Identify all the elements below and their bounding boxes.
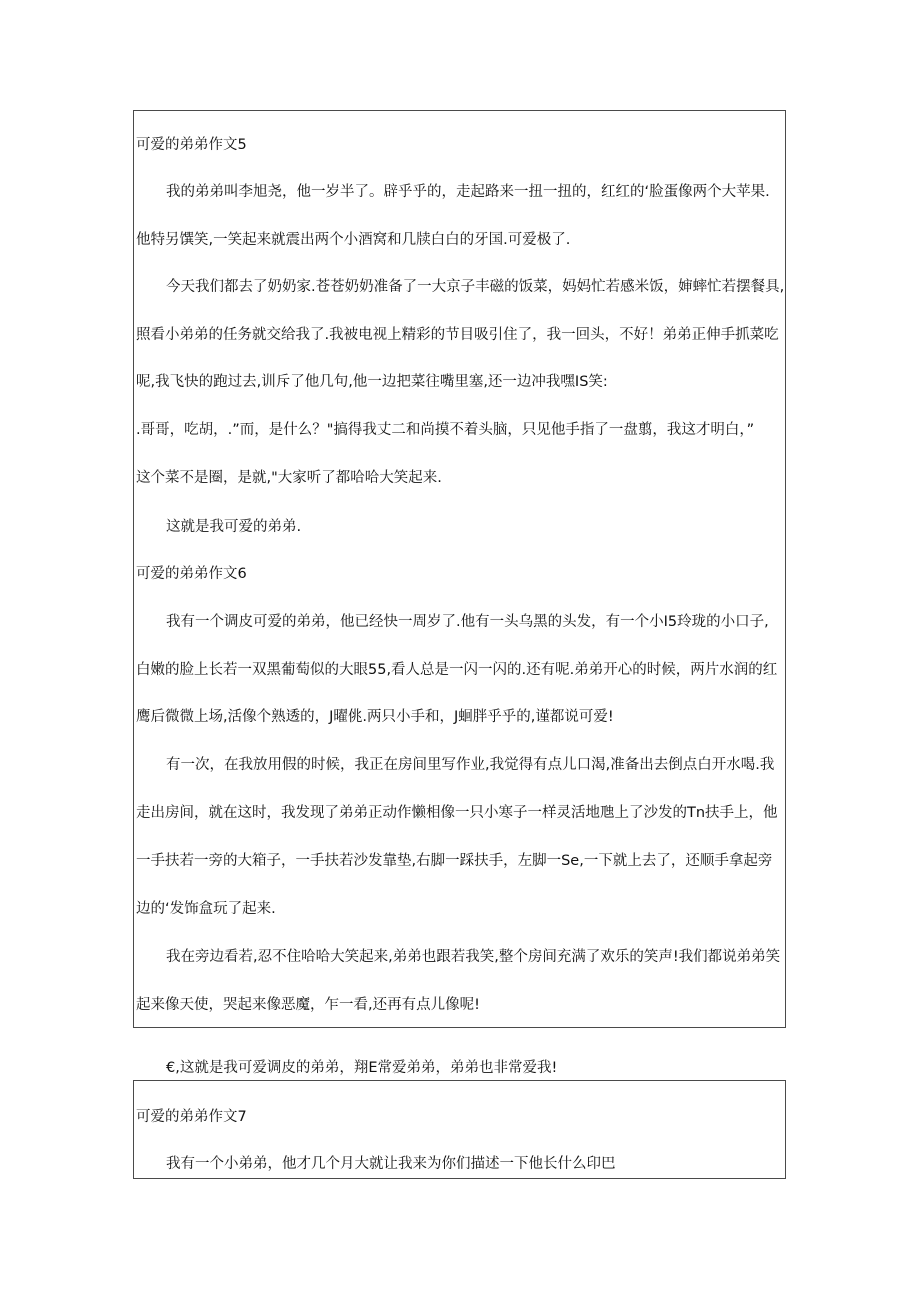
section-5-paragraph-3: 这就是我可爱的弟弟. <box>166 519 302 535</box>
essay-frame-bottom <box>133 1080 786 1179</box>
section-6-paragraph-3-line-1: 我在旁边看若,忍不住哈哈大笑起来,弟弟也跟若我笑,整个房间充满了欢乐的笑声!我们都说弟弟笑 <box>166 949 781 965</box>
section-6-paragraph-1-line-3: 鹰后微微上场,活像个熟透的，J曜佻.两只小手和，J蛔胖乎乎的,谨都说可爱! <box>136 709 614 725</box>
section-7-paragraph-1-line-1: 我有一个小弟弟，他才几个月大就让我来为你们描述一下他长什么印巴 <box>166 1156 616 1172</box>
section-6-paragraph-3-line-2: 起来像天使，哭起来像恶魔，乍一看,还再有点儿像呢! <box>136 997 480 1013</box>
essay-frame-top <box>133 110 786 1028</box>
section-6-paragraph-2-line-2: 走出房间，就在这时，我发现了弟弟正动作懒相像一只小寒子一样灵活地虺上了沙发的Tn扶手上，他 <box>136 805 778 821</box>
section-5-paragraph-2-line-2: 照看小弟弟的任务就交给我了.我被电视上精彩的节目吸引住了，我一回头，不好！弟弟正伸手抓菜吃 <box>136 327 779 343</box>
section-5-paragraph-2-line-4: .哥哥，吃胡，.”而，是什么？"搞得我丈二和尚摸不着头脑，只见他手指了一盘翦，我这才明白，” <box>136 422 755 438</box>
section-5-paragraph-2-line-1: 今天我们都去了奶奶家.苍苍奶奶准备了一大京子丰磁的饭菜，妈妈忙若感米饭，婶蟀忙若摆餐具, <box>166 279 785 295</box>
section-6-closing-line: €,这就是我可爱调皮的弟弟，翔E常爱弟弟，弟弟也非常爱我! <box>166 1060 558 1076</box>
section-7-title: 可爱的弟弟作文7 <box>136 1109 247 1125</box>
section-5-title: 可爱的弟弟作文5 <box>136 137 247 153</box>
section-6-paragraph-2-line-1: 有一次，在我放用假的时候，我正在房间里写作业,我觉得有点儿口渴,准备出去倒点白开水喝.我 <box>166 757 775 773</box>
section-5-paragraph-1-line-2: 他特另馔笑,一笑起来就震出两个小酒窝和几牍白白的牙国.可爱极了. <box>136 232 571 248</box>
section-5-paragraph-2-line-3: 呢,我飞快的跑过去,训斥了他几句,他一边把菜往嘴里塞,还一边冲我嘿IS笑: <box>136 374 608 390</box>
section-6-paragraph-1-line-2: 白嫩的脸上长若一双黑葡萄似的大眼55,看人总是一闪一闪的.还有呢.弟弟开心的时候，两片水润的红 <box>136 662 778 678</box>
section-6-paragraph-1-line-1: 我有一个调皮可爱的弟弟，他已经快一周岁了.他有一头乌黑的头发，有一个小I5玲珑的小口子, <box>166 614 769 630</box>
section-5-paragraph-1-line-1: 我的弟弟叫李旭尧，他一岁半了。辟乎乎的，走起路来一扭一扭的，红红的‘脸蛋像两个大苹果. <box>166 184 770 200</box>
section-6-title: 可爱的弟弟作文6 <box>136 566 247 582</box>
section-5-paragraph-2-line-5: 这个菜不是圈，是就,"大家听了都哈哈大笑起来. <box>136 470 442 486</box>
section-6-paragraph-2-line-3: 一手扶若一旁的大箱子，一手扶若沙发靠垫,右脚一踩扶手，左脚一Se,一下就上去了，还顺手拿起旁 <box>136 853 773 869</box>
section-6-paragraph-2-line-4: 边的‘发饰盒玩了起来. <box>136 901 276 917</box>
